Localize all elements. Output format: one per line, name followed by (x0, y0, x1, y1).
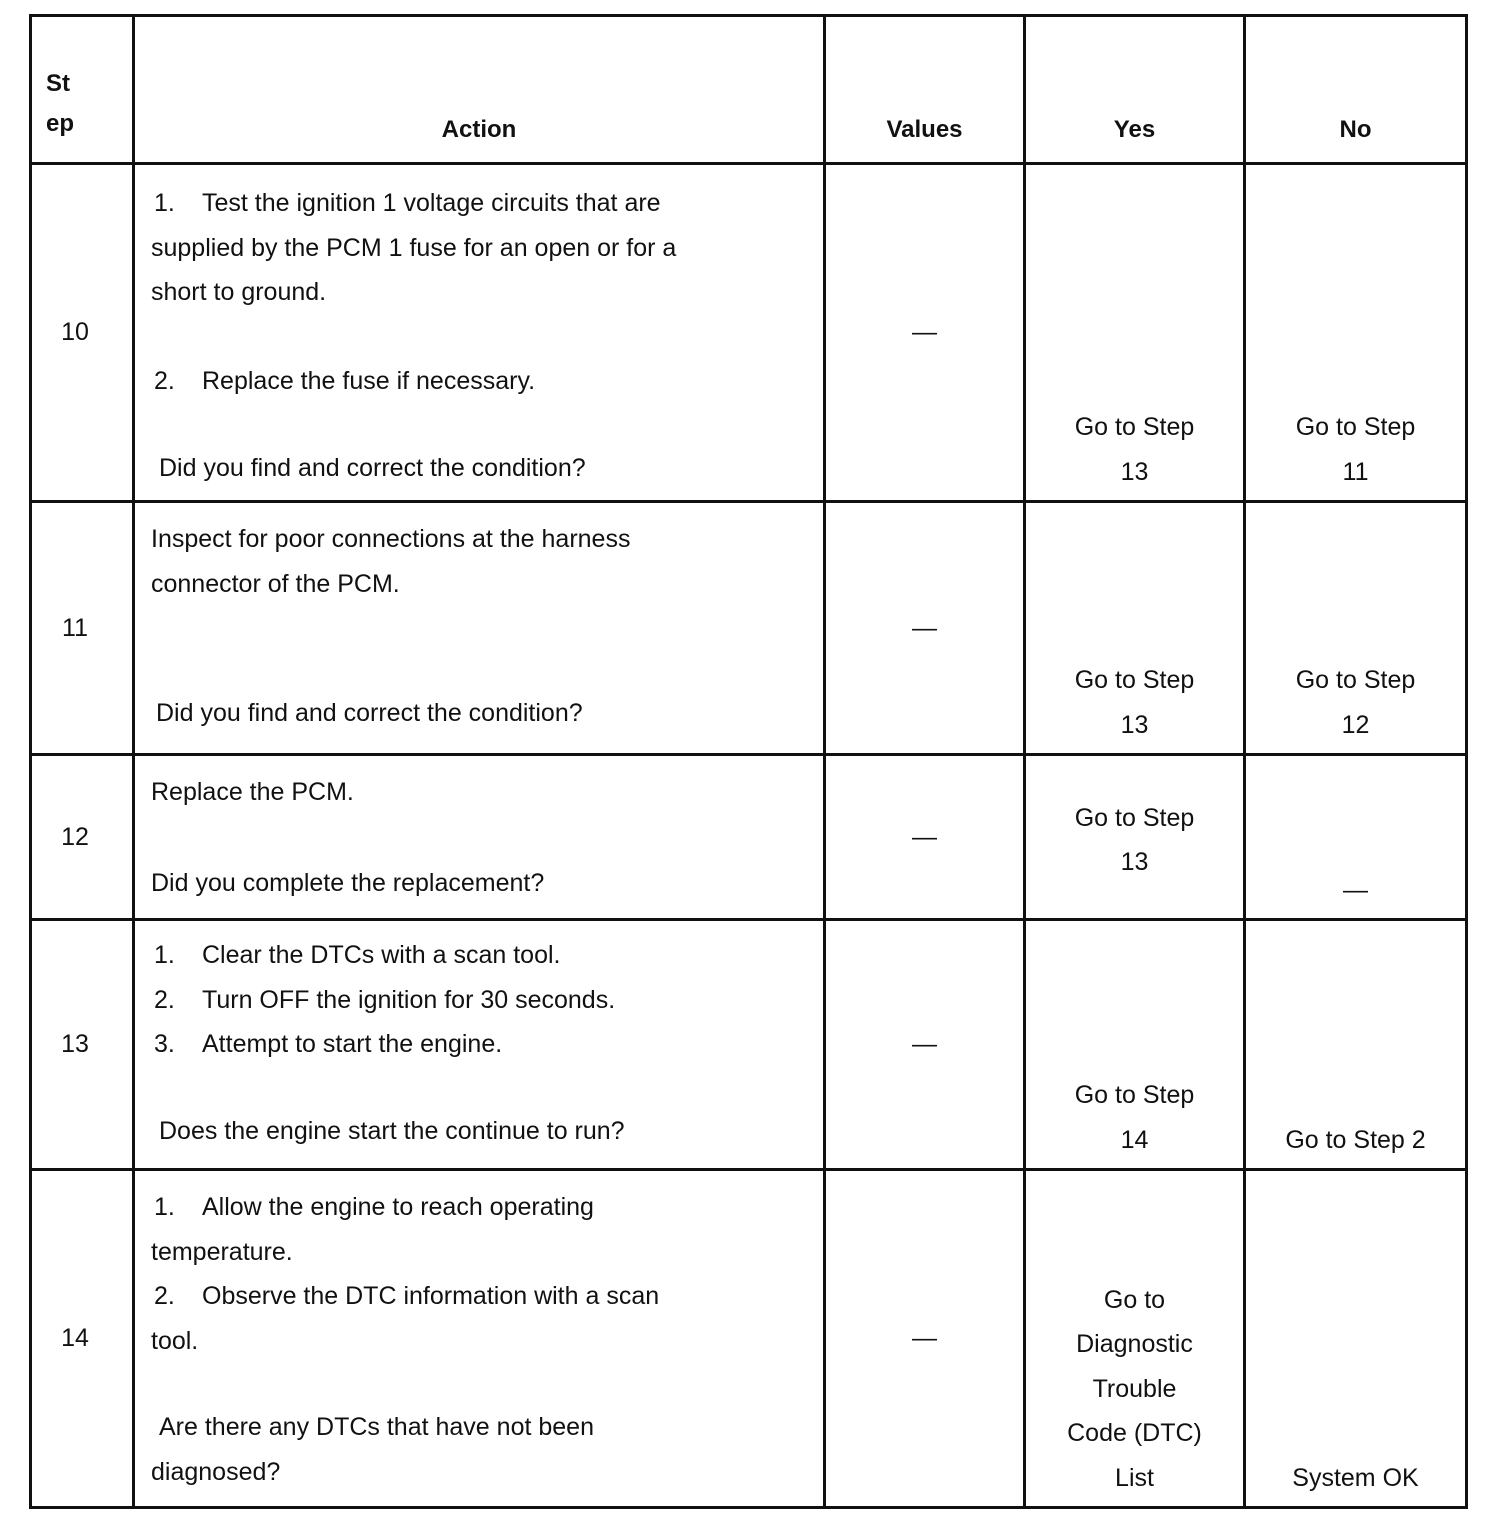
values-cell: — (825, 502, 1025, 755)
action-line: Replace the PCM. (151, 778, 354, 806)
action-line: 2. Observe the DTC information with a scan (154, 1282, 660, 1310)
values-cell: — (825, 920, 1025, 1170)
table-row (31, 755, 1467, 920)
yes-cell: Go to Step 13 (1025, 502, 1245, 755)
action-line: 2. Replace the fuse if necessary. (154, 367, 536, 395)
step-number: 12 (31, 755, 134, 920)
header-no: No (1245, 16, 1467, 164)
no-cell: Go to Step 11 (1245, 164, 1467, 502)
action-line: short to ground. (151, 278, 327, 306)
step-number: 10 (31, 164, 134, 502)
table-row (31, 920, 1467, 1170)
action-question: Are there any DTCs that have not been (159, 1413, 594, 1441)
action-cell (134, 1170, 825, 1508)
action-line: tool. (151, 1326, 199, 1355)
action-line: Inspect for poor connections at the harness (151, 525, 631, 553)
yes-cell: Go to Step 14 (1025, 920, 1245, 1170)
no-cell: Go to Step 2 (1245, 920, 1467, 1170)
action-line: 1. Allow the engine to reach operating (154, 1193, 594, 1221)
action-line: 1. Clear the DTCs with a scan tool. (154, 941, 561, 969)
action-line: supplied by the PCM 1 fuse for an open or for a (151, 233, 677, 262)
yes-cell: Go to Step 13 (1025, 755, 1245, 920)
header-values: Values (825, 16, 1025, 164)
action-question: Did you complete the replacement? (151, 868, 545, 897)
step-number: 14 (31, 1170, 134, 1508)
action-cell (134, 920, 825, 1170)
table-row (31, 502, 1467, 755)
values-cell: — (825, 164, 1025, 502)
no-cell: System OK (1245, 1170, 1467, 1508)
header-yes: Yes (1025, 16, 1245, 164)
step-number: 13 (31, 920, 134, 1170)
action-cell (134, 755, 825, 920)
action-line: 1. Test the ignition 1 voltage circuits that are (154, 189, 661, 217)
action-question-cont: diagnosed? (151, 1457, 281, 1486)
diagnostic-table (29, 14, 1468, 1509)
step-number: 11 (31, 502, 134, 755)
action-question: Did you find and correct the condition? (156, 699, 583, 727)
yes-cell: Go to Step 13 (1025, 164, 1245, 502)
yes-cell: Go to Diagnostic Trouble Code (DTC) List (1025, 1170, 1245, 1508)
action-cell (134, 164, 825, 502)
header-row (31, 16, 1467, 164)
action-question: Does the engine start the continue to run? (159, 1116, 625, 1145)
values-cell: — (825, 755, 1025, 920)
table-row (31, 164, 1467, 502)
no-cell: Go to Step 12 (1245, 502, 1467, 755)
no-cell: — (1245, 755, 1467, 920)
action-question: Did you find and correct the condition? (159, 453, 586, 482)
action-cell (134, 502, 825, 755)
header-action: Action (134, 16, 825, 164)
table-row (31, 1170, 1467, 1508)
action-line: 2. Turn OFF the ignition for 30 seconds. (154, 985, 616, 1014)
action-line: connector of the PCM. (151, 569, 400, 598)
action-line: 3. Attempt to start the engine. (154, 1030, 503, 1058)
action-line: temperature. (151, 1237, 293, 1266)
values-cell: — (825, 1170, 1025, 1508)
header-step: St ep (31, 16, 134, 164)
